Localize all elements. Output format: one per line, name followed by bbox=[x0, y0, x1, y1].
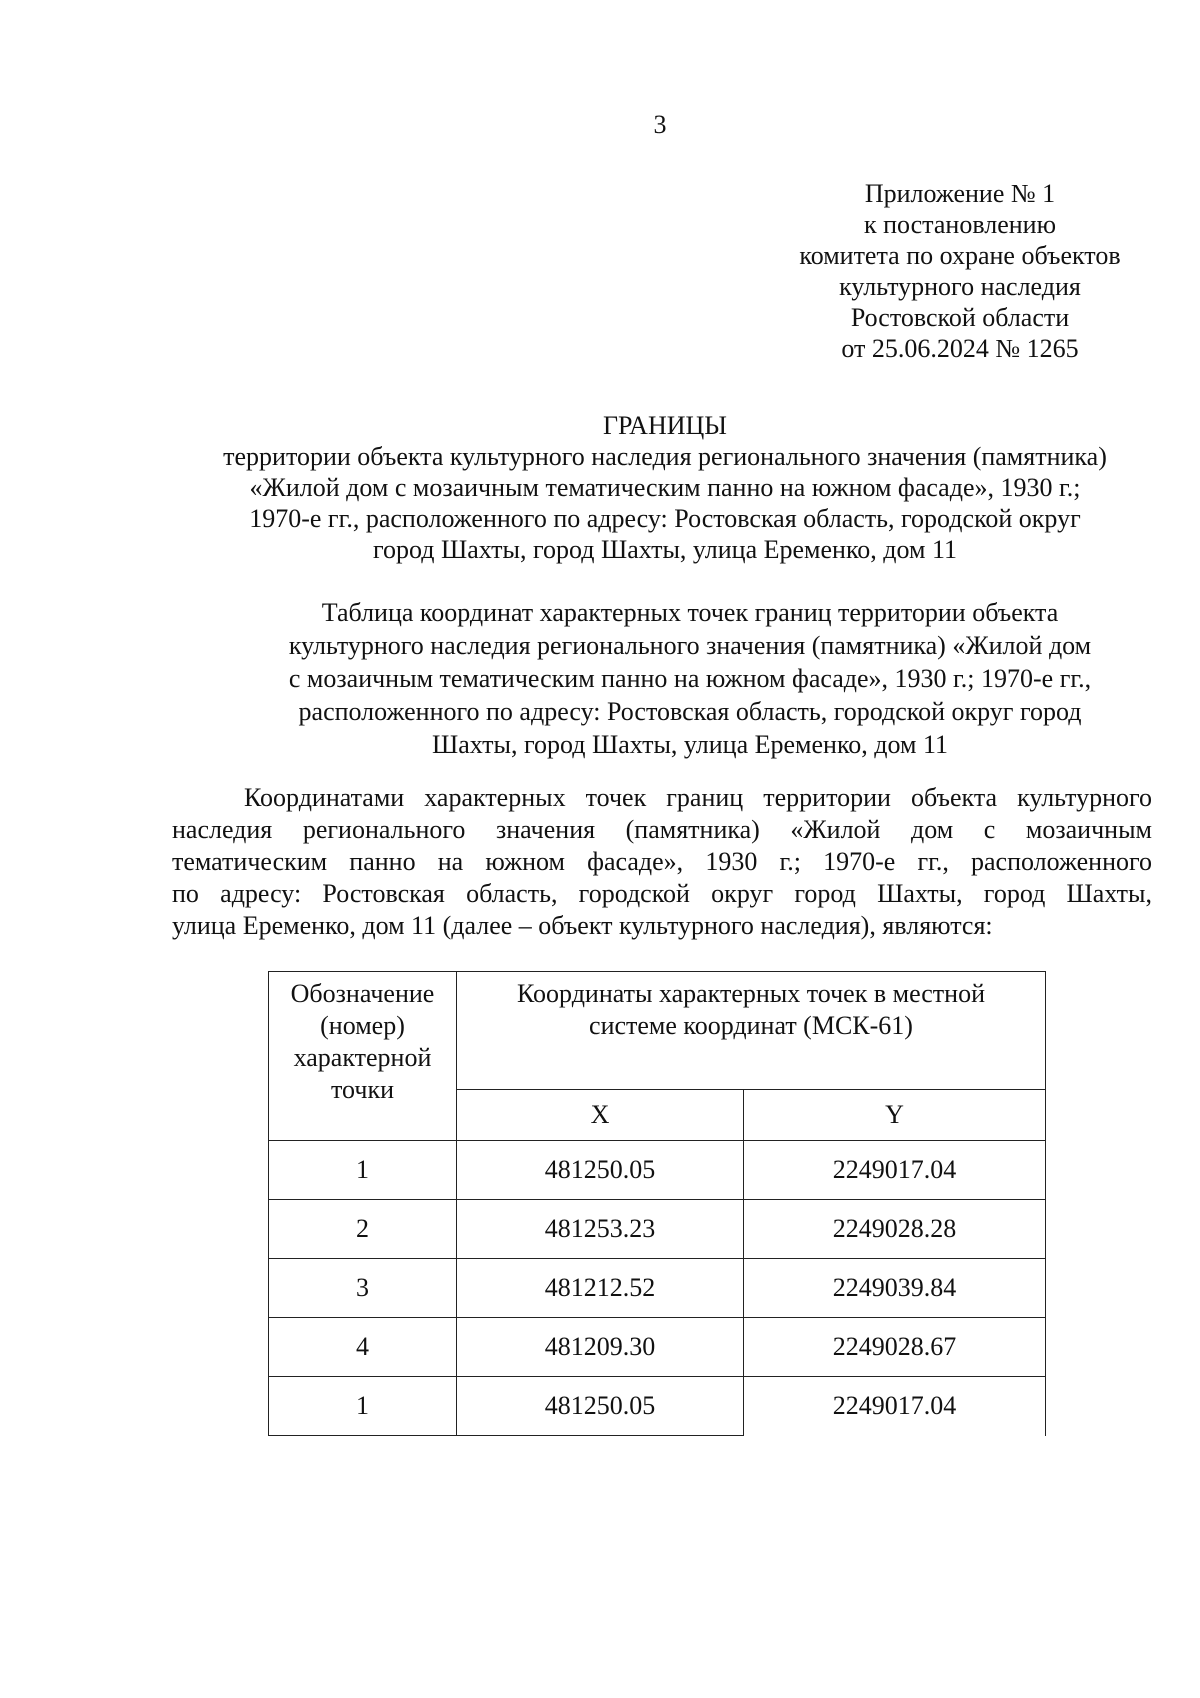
appendix-block bbox=[740, 178, 1180, 364]
cell-x: 481250.05 bbox=[457, 1377, 744, 1436]
title-heading: ГРАНИЦЫ bbox=[603, 411, 727, 440]
paragraph-line: Координатами характерных точек границ территории объекта культурного bbox=[244, 783, 1152, 812]
header-x: X bbox=[457, 1090, 744, 1141]
caption-line: культурного наследия регионального значения (памятника) «Жилой дом bbox=[288, 631, 1092, 660]
cell-y: 2249028.67 bbox=[744, 1318, 1046, 1377]
cell-x: 481209.30 bbox=[457, 1318, 744, 1377]
caption-line: Шахты, город Шахты, улица Еременко, дом 11 bbox=[432, 730, 948, 759]
header-y: Y bbox=[744, 1090, 1046, 1141]
header-point-line: (номер) bbox=[320, 1011, 405, 1040]
cell-y: 2249039.84 bbox=[744, 1259, 1046, 1318]
appendix-line: Приложение № 1 bbox=[864, 179, 1056, 208]
table-caption bbox=[240, 596, 1140, 761]
cell-point: 1 bbox=[269, 1377, 457, 1436]
table-row bbox=[269, 1377, 1046, 1436]
appendix-line: от 25.06.2024 № 1265 bbox=[841, 334, 1079, 363]
header-point-line: Обозначение bbox=[290, 979, 435, 1008]
appendix-line: комитета по охране объектов bbox=[799, 241, 1121, 270]
cell-y: 2249017.04 bbox=[744, 1377, 1046, 1436]
document-title bbox=[170, 410, 1160, 565]
coordinates-table bbox=[268, 971, 1046, 1436]
cell-point: 4 bbox=[269, 1318, 457, 1377]
header-coordinates bbox=[457, 972, 1046, 1090]
table-row bbox=[269, 1318, 1046, 1377]
paragraph-line: по адресу: Ростовская область, городской округ город Шахты, город Шахты, bbox=[172, 879, 1152, 908]
header-point-line: точки bbox=[331, 1075, 394, 1104]
caption-line: расположенного по адресу: Ростовская область, городской округ город bbox=[298, 697, 1082, 726]
table-row bbox=[269, 1259, 1046, 1318]
appendix-line: к постановлению bbox=[863, 210, 1057, 239]
appendix-line: культурного наследия bbox=[839, 272, 1081, 301]
body-paragraph bbox=[172, 782, 1152, 942]
cell-point: 3 bbox=[269, 1259, 457, 1318]
table-row bbox=[269, 1200, 1046, 1259]
header-coords-line: системе координат (МСК-61) bbox=[589, 1011, 913, 1040]
appendix-line: Ростовской области bbox=[850, 303, 1070, 332]
cell-y: 2249028.28 bbox=[744, 1200, 1046, 1259]
paragraph-line: тематическим панно на южном фасаде», 1930 г.; 1970-е гг., расположенного bbox=[172, 847, 1152, 876]
header-point-line: характерной bbox=[293, 1043, 432, 1072]
header-point-designation bbox=[269, 972, 457, 1141]
cell-y: 2249017.04 bbox=[744, 1141, 1046, 1200]
caption-line: с мозаичным тематическим панно на южном фасаде», 1930 г.; 1970-е гг., bbox=[288, 664, 1092, 693]
cell-x: 481212.52 bbox=[457, 1259, 744, 1318]
title-line: 1970-е гг., расположенного по адресу: Ростовская область, городской округ bbox=[249, 504, 1081, 533]
title-line: город Шахты, город Шахты, улица Еременко, дом 11 bbox=[373, 535, 957, 564]
table-row bbox=[269, 1141, 1046, 1200]
title-line: «Жилой дом с мозаичным тематическим панно на южном фасаде», 1930 г.; bbox=[249, 473, 1081, 502]
caption-line: Таблица координат характерных точек границ территории объекта bbox=[321, 598, 1059, 627]
cell-x: 481250.05 bbox=[457, 1141, 744, 1200]
cell-point: 1 bbox=[269, 1141, 457, 1200]
header-coords-line: Координаты характерных точек в местной bbox=[516, 979, 985, 1008]
page-number: 3 bbox=[653, 110, 667, 139]
cell-x: 481253.23 bbox=[457, 1200, 744, 1259]
paragraph-line: улица Еременко, дом 11 (далее – объект культурного наследия), являются: bbox=[172, 911, 993, 940]
cell-point: 2 bbox=[269, 1200, 457, 1259]
paragraph-line: наследия регионального значения (памятника) «Жилой дом с мозаичным bbox=[172, 815, 1152, 844]
title-line: территории объекта культурного наследия регионального значения (памятника) bbox=[223, 442, 1107, 471]
table-header-row bbox=[269, 972, 1046, 1090]
